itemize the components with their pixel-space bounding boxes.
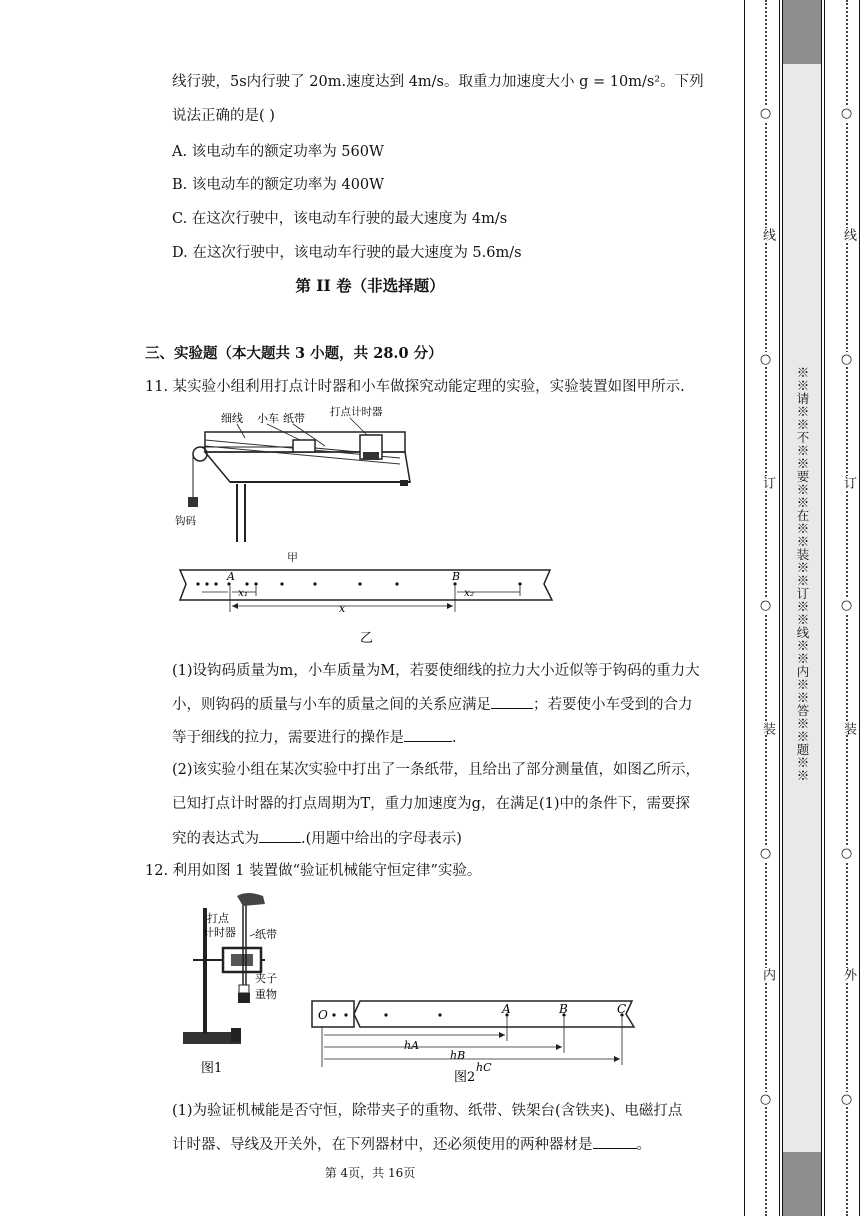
q11-part2-line3-b: .(用题中给出的字母表示) [301,831,462,847]
binding-margin [744,0,860,1216]
left-mark-1: ○ [758,106,773,121]
left-mark-2: 线 [760,228,775,241]
left-mark-6: 装 [760,722,775,735]
answer-blank-4[interactable] [593,1134,637,1149]
left-mark-4: 订 [760,476,775,489]
fig-yi-caption: 乙 [360,631,374,646]
right-mark-4: 订 [841,476,856,489]
right-mark-9: ○ [839,1092,854,1107]
label-xiaoche: 小车 [257,412,279,425]
q10-stem-line1: 线行驶，5s内行驶了 20m.速度达到 4m/s。取重力加速度大小 g = 10m/s²。下列 [172,74,704,90]
q12-part1-line2-b: 。 [636,1137,651,1153]
label-gouma: 钩码 [175,515,196,527]
right-mark-3: ○ [839,352,854,367]
gray-tab-top [783,0,821,64]
right-mark-7: ○ [839,846,854,861]
q11-part1-line3-b: . [452,730,457,746]
page-footer: 第 4页，共 16页 [324,1166,416,1180]
tape1-label-b: B [452,570,461,583]
q10-option-c: C. 在这次行驶中，该电动车行驶的最大速度为 4m/s [172,211,508,227]
q11-part2-line3-a: 究的表达式为 [172,831,259,847]
left-mark-8: 内 [760,968,775,981]
q10-option-b: B. 该电动车的额定功率为 400W [172,177,385,193]
q11-figure-tape [172,562,562,648]
q12-figure-2 [310,995,645,1085]
q11-part2-line2: 已知打点计时器的打点周期为T，重力加速度为g，在满足(1)中的条件下，需要探 [172,796,690,812]
fig-jia-caption: 甲 [287,551,298,564]
no-answer-notice: ※※请※※不※※要※※在※※装※※订※※线※※内※※答※※题※※ [795,366,810,782]
q11-part1-line2-b: ；若要使小车受到的合力 [533,697,693,713]
left-mark-3: ○ [758,352,773,367]
answer-blank-3[interactable] [259,828,301,843]
label-dadian: 打点 [207,912,229,925]
right-mark-1: ○ [839,106,854,121]
left-mark-5: ○ [758,598,773,613]
right-mark-8: 外 [841,968,856,981]
fig-tu1-caption: 图1 [201,1061,223,1076]
label-zhidai: 纸带 [283,412,305,425]
right-mark-2: 线 [841,228,856,241]
label-jishiqi: 计时器 [203,926,236,939]
label-jiazi: 夹子 [255,972,277,985]
tape2-label-ha: hA [404,1039,420,1052]
tape1-label-a: A [227,570,235,583]
q11-part1-line3 [172,727,457,748]
label-timer: 打点计时器 [330,406,383,418]
section3-heading: 三、实验题（本大题共 3 小题，共 28.0 分） [145,345,443,362]
tape2-label-hb: hB [450,1049,466,1062]
q11-part1-line3-a: 等于细线的拉力，需要进行的操作是 [172,730,404,746]
section-title: 第 II 卷（非选择题） [295,276,445,295]
q11-stem: 11. 某实验小组利用打点计时器和小车做探究动能定理的实验，实验装置如图甲所示. [145,379,685,395]
tape2-label-o: O [318,1008,328,1022]
left-mark-7: ○ [758,846,773,861]
right-mark-5: ○ [839,598,854,613]
right-mark-6: 装 [841,722,856,735]
left-mark-9: ○ [758,1092,773,1107]
q11-part1-line2 [172,694,693,715]
q11-part1-line2-a: 小，则钩码的质量与小车的质量之间的关系应满足 [172,697,491,713]
tape1-label-x1: x₁ [238,587,249,599]
tape2-label-b: B [559,1002,568,1016]
gray-tab-bottom [783,1152,821,1216]
q12-figure-1 [175,890,295,1080]
answer-blank-1[interactable] [491,694,533,709]
tape2-label-a: A [502,1002,511,1016]
q12-stem: 12. 利用如图 1 装置做“验证机械能守恒定律”实验。 [145,863,482,879]
fig-tu2-caption: 图2 [454,1070,476,1085]
q11-part2-line1: (2)该实验小组在某次实验中打出了一条纸带，且给出了部分测量值，如图乙所示， [172,762,701,778]
label-zhongwu: 重物 [255,988,277,1001]
answer-blank-2[interactable] [404,727,452,742]
q11-part1-line1: (1)设钩码质量为m，小车质量为M，若要使细线的拉力大小近似等于钩码的重力大 [172,663,700,679]
q11-figure-apparatus [175,402,415,552]
tape1-label-x: x [339,602,346,615]
q12-part1-line1: (1)为验证机械能是否守恒，除带夹子的重物、纸带、铁架台(含铁夹)、电磁打点 [172,1103,683,1119]
label-xixian: 细线 [221,412,243,425]
tape2-label-hc: hC [476,1061,492,1074]
q10-option-d: D. 在这次行驶中，该电动车行驶的最大速度为 5.6m/s [172,245,522,261]
q12-part1-line2 [172,1134,651,1155]
tape1-label-x2: x₂ [464,587,475,599]
q12-part1-line2-a: 计时器、导线及开关外，在下列器材中，还必须使用的两种器材是 [172,1137,593,1153]
tape2-label-c: C [617,1002,627,1016]
q10-option-a: A. 该电动车的额定功率为 560W [172,144,384,160]
q11-part2-line3 [172,828,462,849]
label-zhidai-2: 纸带 [255,928,277,941]
q10-stem-line2: 说法正确的是( ) [172,108,275,124]
